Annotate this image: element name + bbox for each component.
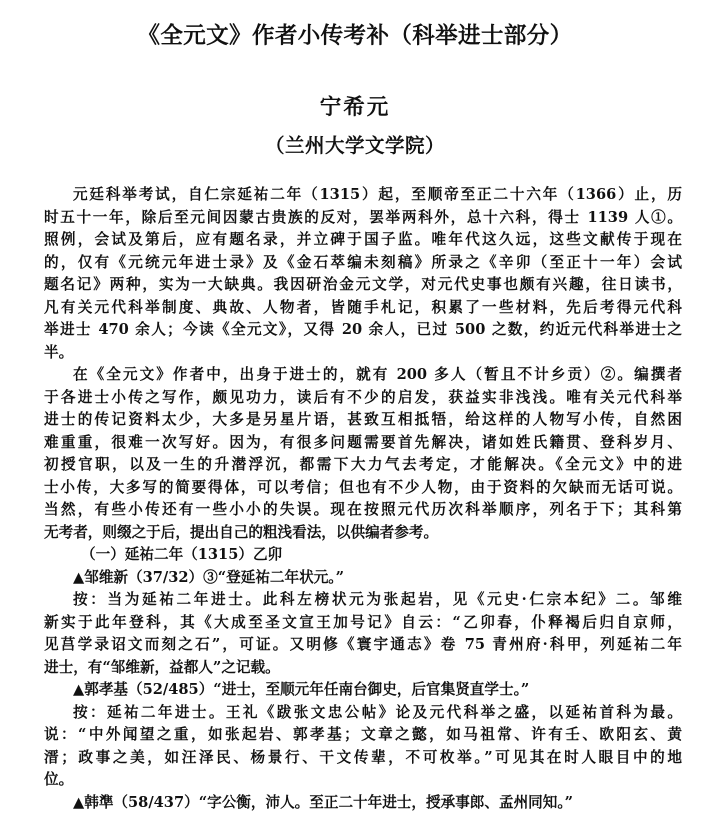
body-text	[44, 184, 682, 814]
paragraph-line: 进士，有“邹维新，益都人”之记载。	[44, 657, 682, 680]
paragraph-line: 当然，有些小传还有一些小小的失误。现在按照元代历次科举顺序，列名于下；其科第	[44, 499, 682, 522]
paragraph-line: 按：当为延祐二年进士。此科左榜状元为张起岩，见《元史·仁宗本纪》二。邹维	[44, 589, 682, 612]
author-name: 宁希元	[0, 90, 710, 121]
paragraph-line: 溍；政事之美，如汪泽民、杨景行、干文传辈，不可枚举。”可见其在时人眼目中的地	[44, 747, 682, 770]
paragraph-line: 的，仅有《元统元年进士录》及《金石萃编未刻稿》所录之《辛卯（至正十一年）会试	[44, 252, 682, 275]
paragraph-line: 新实于此年登科，其《大成至圣文宣王加号记》自云：“乙卯春，仆释褐后归自京师，	[44, 612, 682, 635]
paragraph-line: 说：“中外闻望之重，如张起岩、郭孝基；文章之懿，如马祖常、许有壬、欧阳玄、黄	[44, 724, 682, 747]
paragraph-line: 半。	[44, 342, 682, 365]
paragraph-line: 初授官职，以及一生的升潜浮沉，都需下大力气去考定，才能解决。《全元文》中的进	[44, 454, 682, 477]
entry-heading: ▲韩準（58/437）“字公衡，沛人。至正二十年进士，授承事郎、孟州同知。”	[44, 792, 682, 814]
document-title: 《全元文》作者小传考补（科举进士部分）	[0, 18, 710, 50]
paragraph-line: 照例，会试及第后，应有题名录，并立碑于国子监。唯年代这久远，这些文献传于现在	[44, 229, 682, 252]
paragraph-line: 见莒学录诏文而刻之石”，可证。又明修《寰宇通志》卷 75 青州府·科甲，列延祐二年	[44, 634, 682, 657]
paragraph-line: 凡有关元代科举制度、典故、人物者，皆随手札记，积累了一些材料，先后考得元代科	[44, 297, 682, 320]
paragraph-line: 难重重，很难一次写好。因为，有很多问题需要首先解决，诸如姓氏籍贯、登科岁月、	[44, 432, 682, 455]
entry-heading: ▲邹维新（37/32）③“登延祐二年状元。”	[44, 567, 682, 590]
paragraph-line: 位。	[44, 769, 682, 792]
paragraph-line: 按：延祐二年进士。王礼《跋张文忠公帖》论及元代科举之盛，以延祐首科为最。	[44, 702, 682, 725]
paragraph-line: 在《全元文》作者中，出身于进士的，就有 200 多人（暂且不计乡贡）②。编撰者	[44, 364, 682, 387]
paragraph-line: 于各进士小传之写作，颇见功力，读后有不少的启发，获益实非浅浅。唯有关元代科举	[44, 387, 682, 410]
paragraph-line: 无考者，则缀之于后，提出自己的粗浅看法，以供编者参考。	[44, 522, 682, 545]
paragraph-line: 元廷科举考试，自仁宗延祐二年（1315）起，至顺帝至正二十六年（1366）止，历	[44, 184, 682, 207]
paragraph-line: 士小传，大多写的简要得体，可以考信；但也有不少人物，由于资料的欠缺而无话可说。	[44, 477, 682, 500]
entry-heading: ▲郭孝基（52/485）“进士，至顺元年任南台御史，后官集贤直学士。”	[44, 679, 682, 702]
paragraph-line: 举进士 470 余人；今读《全元文》，又得 20 余人，已过 500 之数，约近元代科举进士之	[44, 319, 682, 342]
paragraph-line: 题名记》两种，实为一大缺典。我因研治金元文学，对元代史事也颇有兴趣，往日读书，	[44, 274, 682, 297]
section-heading: （一）延祐二年（1315）乙卯	[44, 544, 682, 567]
paragraph-line: 时五十一年，除后至元间因蒙古贵族的反对，罢举两科外，总十六科，得士 1139 人①。	[44, 207, 682, 230]
author-affiliation: （兰州大学文学院）	[0, 130, 710, 158]
paragraph-line: 进士的传记资料太少，大多是另星片语，甚致互相抵牾，给这样的人物写小传，自然困	[44, 409, 682, 432]
